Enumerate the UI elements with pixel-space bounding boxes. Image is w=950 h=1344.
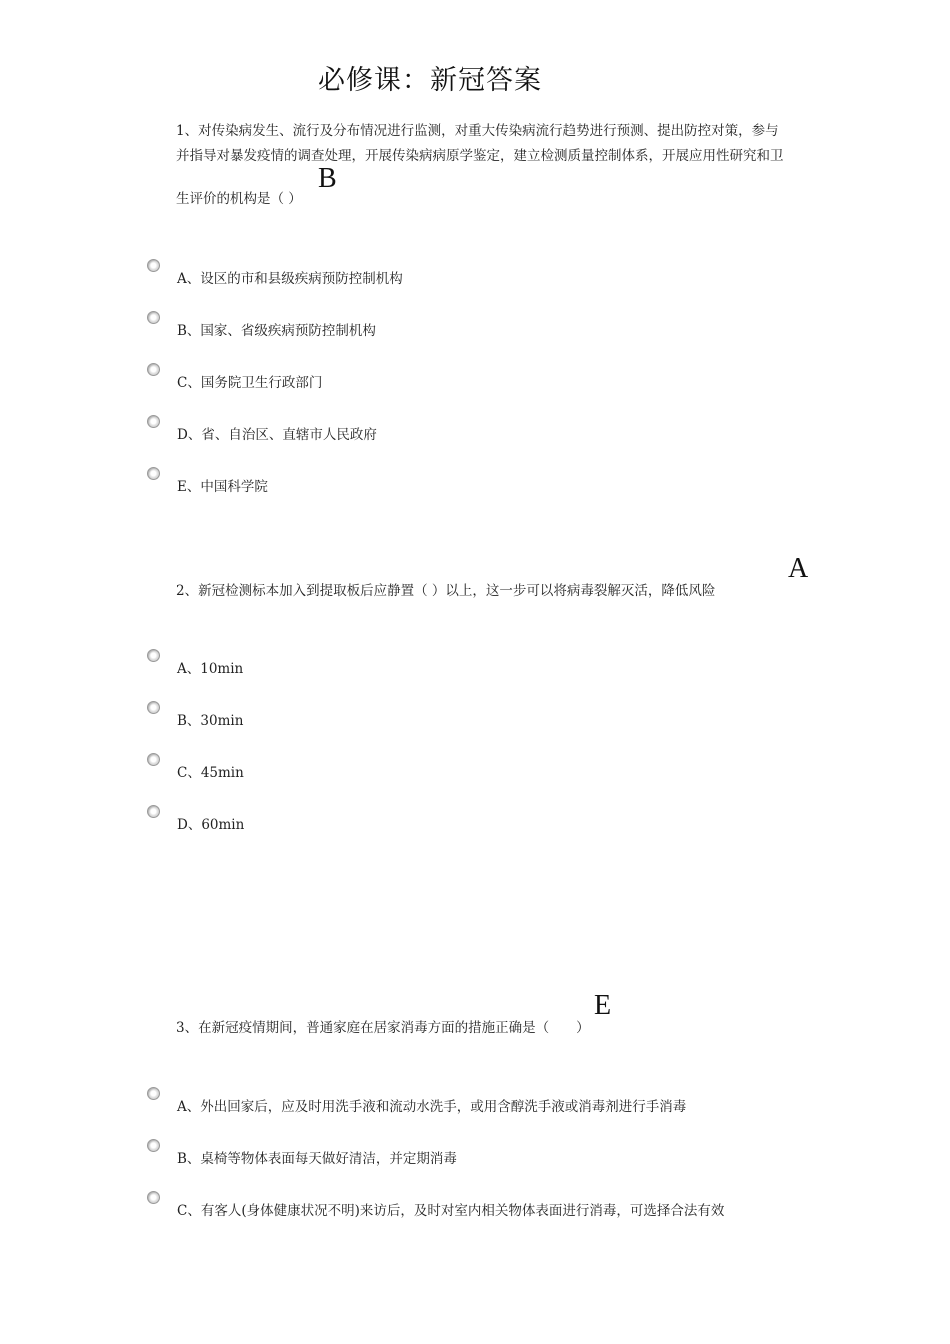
q1-option-d-radio[interactable] [147,415,160,428]
q2-option-a-label: A、10min [177,661,244,677]
q1-option-a-radio[interactable] [147,259,160,272]
q1-option-e-label: E、中国科学院 [177,479,268,495]
q3-option-a-label: A、外出回家后，应及时用洗手液和流动水洗手，或用含醇洗手液或消毒剂进行手消毒 [177,1099,687,1115]
q2-option-b-label: B、30min [177,713,244,729]
question-1-answer: B [318,163,337,194]
question-2-text: 2、新冠检测标本加入到提取板后应静置（ ）以上，这一步可以将病毒裂解灭活，降低风险 [176,583,716,599]
q1-option-c-label: C、国务院卫生行政部门 [177,375,323,391]
q1-option-b-radio[interactable] [147,311,160,324]
q1-option-e-radio[interactable] [147,467,160,480]
q3-option-a-radio[interactable] [147,1087,160,1100]
q1-option-a-label: A、设区的市和县级疾病预防控制机构 [177,271,403,287]
question-1-line-3: 生评价的机构是（ ） [176,191,302,207]
q1-option-c-radio[interactable] [147,363,160,376]
q3-option-c-label: C、有客人(身体健康状况不明)来访后，及时对室内相关物体表面进行消毒，可选择合法有效 [177,1203,725,1219]
question-3-text: 3、在新冠疫情期间，普通家庭在居家消毒方面的措施正确是（ ） [176,1020,590,1036]
q2-option-c-radio[interactable] [147,753,160,766]
question-3-answer: E [594,990,612,1021]
q3-option-b-radio[interactable] [147,1139,160,1152]
q3-option-b-label: B、桌椅等物体表面每天做好清洁，并定期消毒 [177,1151,457,1167]
q2-option-c-label: C、45min [177,765,244,781]
q2-option-b-radio[interactable] [147,701,160,714]
q2-option-d-label: D、60min [177,817,245,833]
page-title: 必修课：新冠答案 [318,65,542,96]
question-2-answer: A [788,553,809,584]
q3-option-c-radio[interactable] [147,1191,160,1204]
q1-option-d-label: D、省、自治区、直辖市人民政府 [177,427,377,443]
q2-option-a-radio[interactable] [147,649,160,662]
question-1-line-2: 并指导对暴发疫情的调查处理，开展传染病病原学鉴定，建立检测质量控制体系，开展应用性研究和卫 [176,148,784,164]
q1-option-b-label: B、国家、省级疾病预防控制机构 [177,323,376,339]
question-1-line-1: 1、对传染病发生、流行及分布情况进行监测，对重大传染病流行趋势进行预测、提出防控对策，参与 [176,123,779,139]
q2-option-d-radio[interactable] [147,805,160,818]
